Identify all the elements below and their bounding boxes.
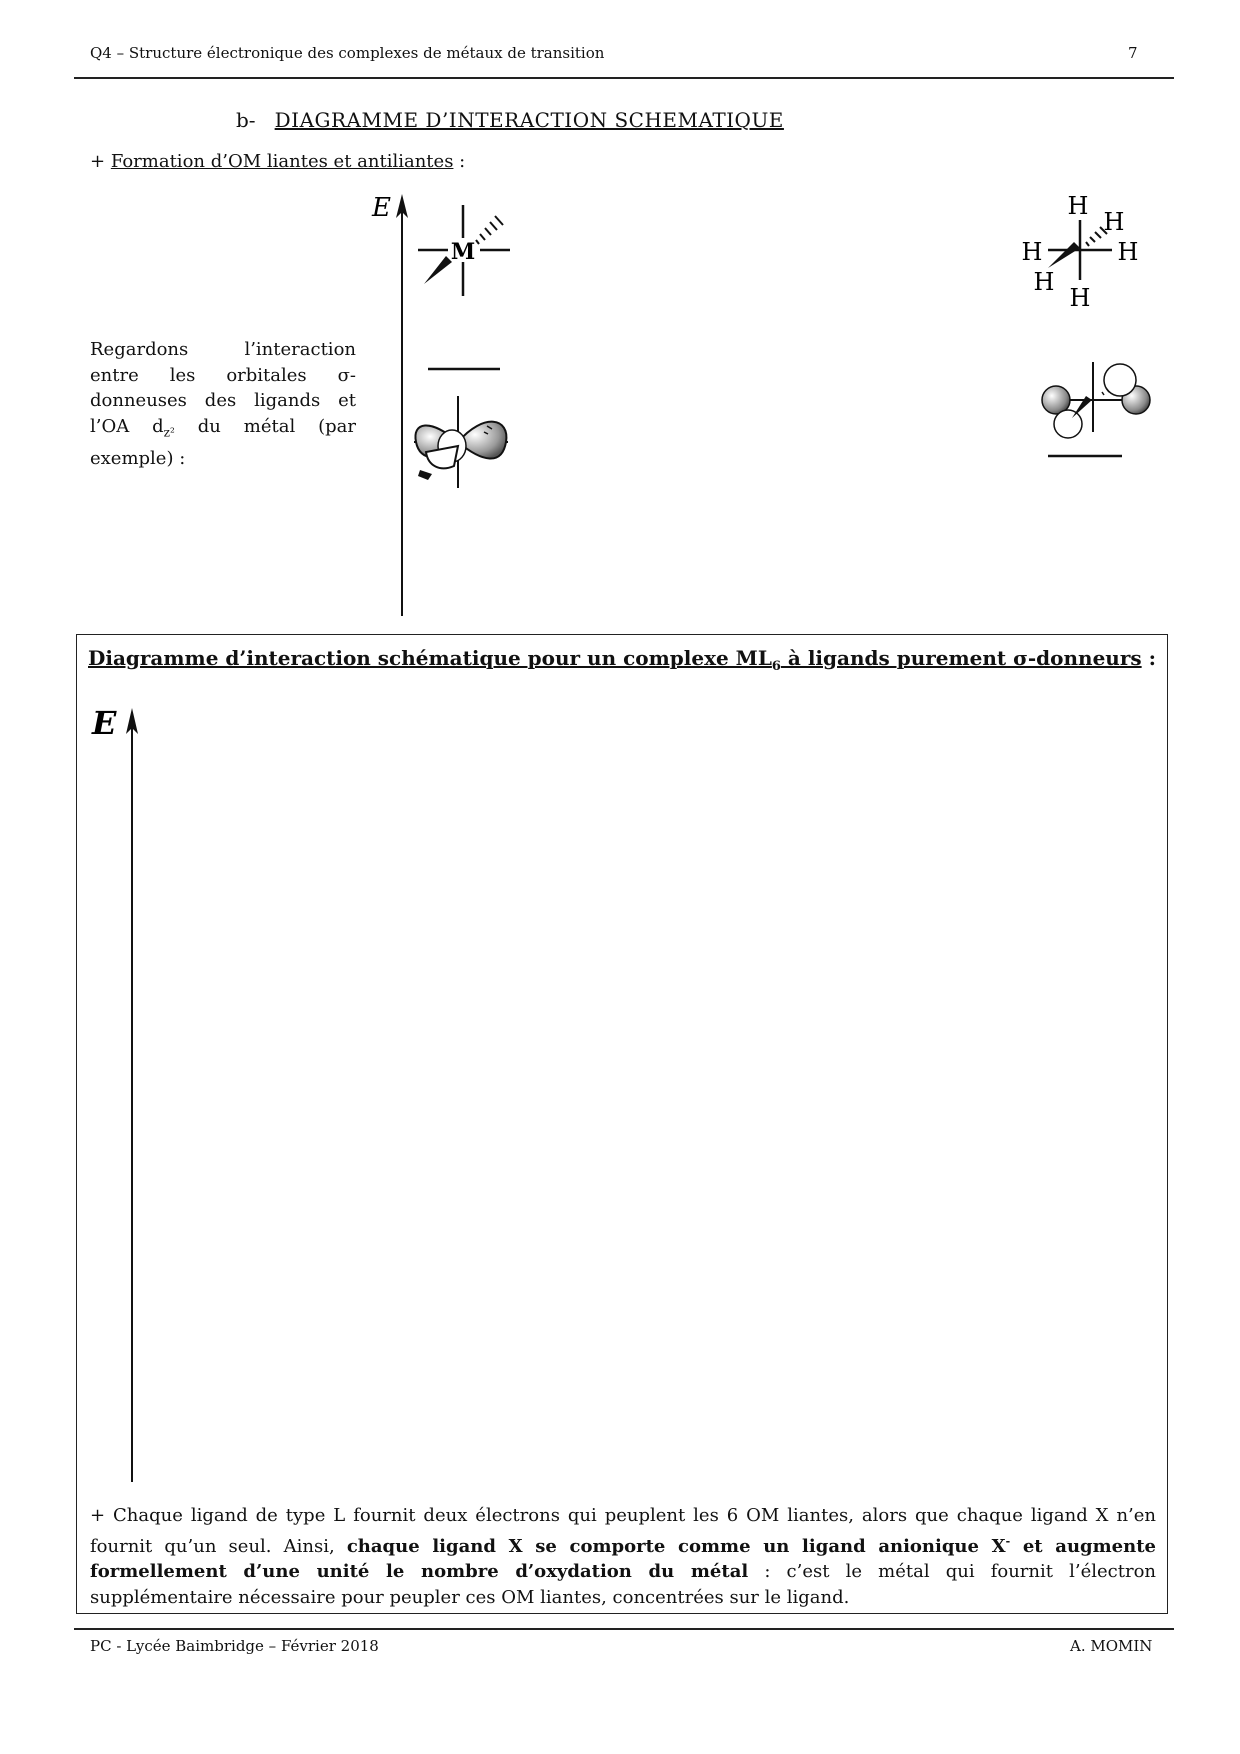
intro-label: Formation d’OM liantes et antiliantes bbox=[110, 151, 454, 172]
intro-colon: : bbox=[459, 151, 466, 172]
page-header-title: Q4 – Structure électronique des complexes de métaux de transition bbox=[90, 44, 605, 62]
footer-right: A. MOMIN bbox=[1070, 1637, 1153, 1655]
paragraph-subscript: z² bbox=[163, 425, 175, 440]
footer-left: PC - Lycée Baimbridge – Février 2018 bbox=[90, 1637, 379, 1655]
dz2-orbital-icon bbox=[414, 396, 508, 488]
ligand-note: + Chaque ligand de type L fournit deux électrons qui peuplent les 6 OM liantes, alors que chaque ligand X n’en fournit qu’un seul. Ainsi, chaque ligand X se comporte comme un ligand anionique X- et augmente formellement d’une unité le nombre d’oxydation du métal : c’est le métal qui fournit l’électron supplémentaire nécessaire pour peupler ces OM liantes, concentrées sur le ligand. bbox=[90, 1505, 1156, 1608]
diagram-energy-axis bbox=[76, 690, 176, 1500]
ligand-h6-structure bbox=[1022, 192, 1139, 312]
diagram-box bbox=[76, 634, 1168, 1614]
top-figure bbox=[0, 0, 1240, 640]
paragraph-text-1: Regardons l’interaction entre les orbitales σ-donneuses des ligands et l’OA d bbox=[90, 339, 356, 437]
h-label-right: H bbox=[1117, 238, 1139, 266]
ligand-sigma-orbitals-icon bbox=[1042, 362, 1150, 438]
section-prefix: b- bbox=[236, 108, 256, 132]
footer-rule bbox=[74, 1628, 1174, 1630]
diagram-title-colon: : bbox=[1148, 646, 1156, 670]
h-label-top-right: H bbox=[1103, 208, 1125, 236]
h-label-top: H bbox=[1067, 192, 1089, 220]
h-label-left: H bbox=[1021, 238, 1043, 266]
section-title: DIAGRAMME D’INTERACTION SCHEMATIQUE bbox=[274, 108, 784, 132]
paragraph-text-2: du métal (par exemple) : bbox=[90, 415, 356, 469]
energy-axis-label: E bbox=[372, 193, 391, 223]
h-label-bottom: H bbox=[1069, 284, 1091, 312]
page-number: 7 bbox=[1128, 44, 1138, 62]
metal-label: M bbox=[450, 239, 476, 265]
diagram-box-title bbox=[76, 646, 1168, 674]
metal-fragment bbox=[418, 205, 510, 296]
h-label-bottom-left: H bbox=[1033, 268, 1055, 296]
diagram-axis-label: E bbox=[92, 704, 117, 742]
intro-plus: + bbox=[90, 151, 106, 172]
diagram-title-text: Diagramme d’interaction schématique pour un complexe $ML_6$ à ligands purement σ-donneurs bbox=[88, 646, 1142, 674]
